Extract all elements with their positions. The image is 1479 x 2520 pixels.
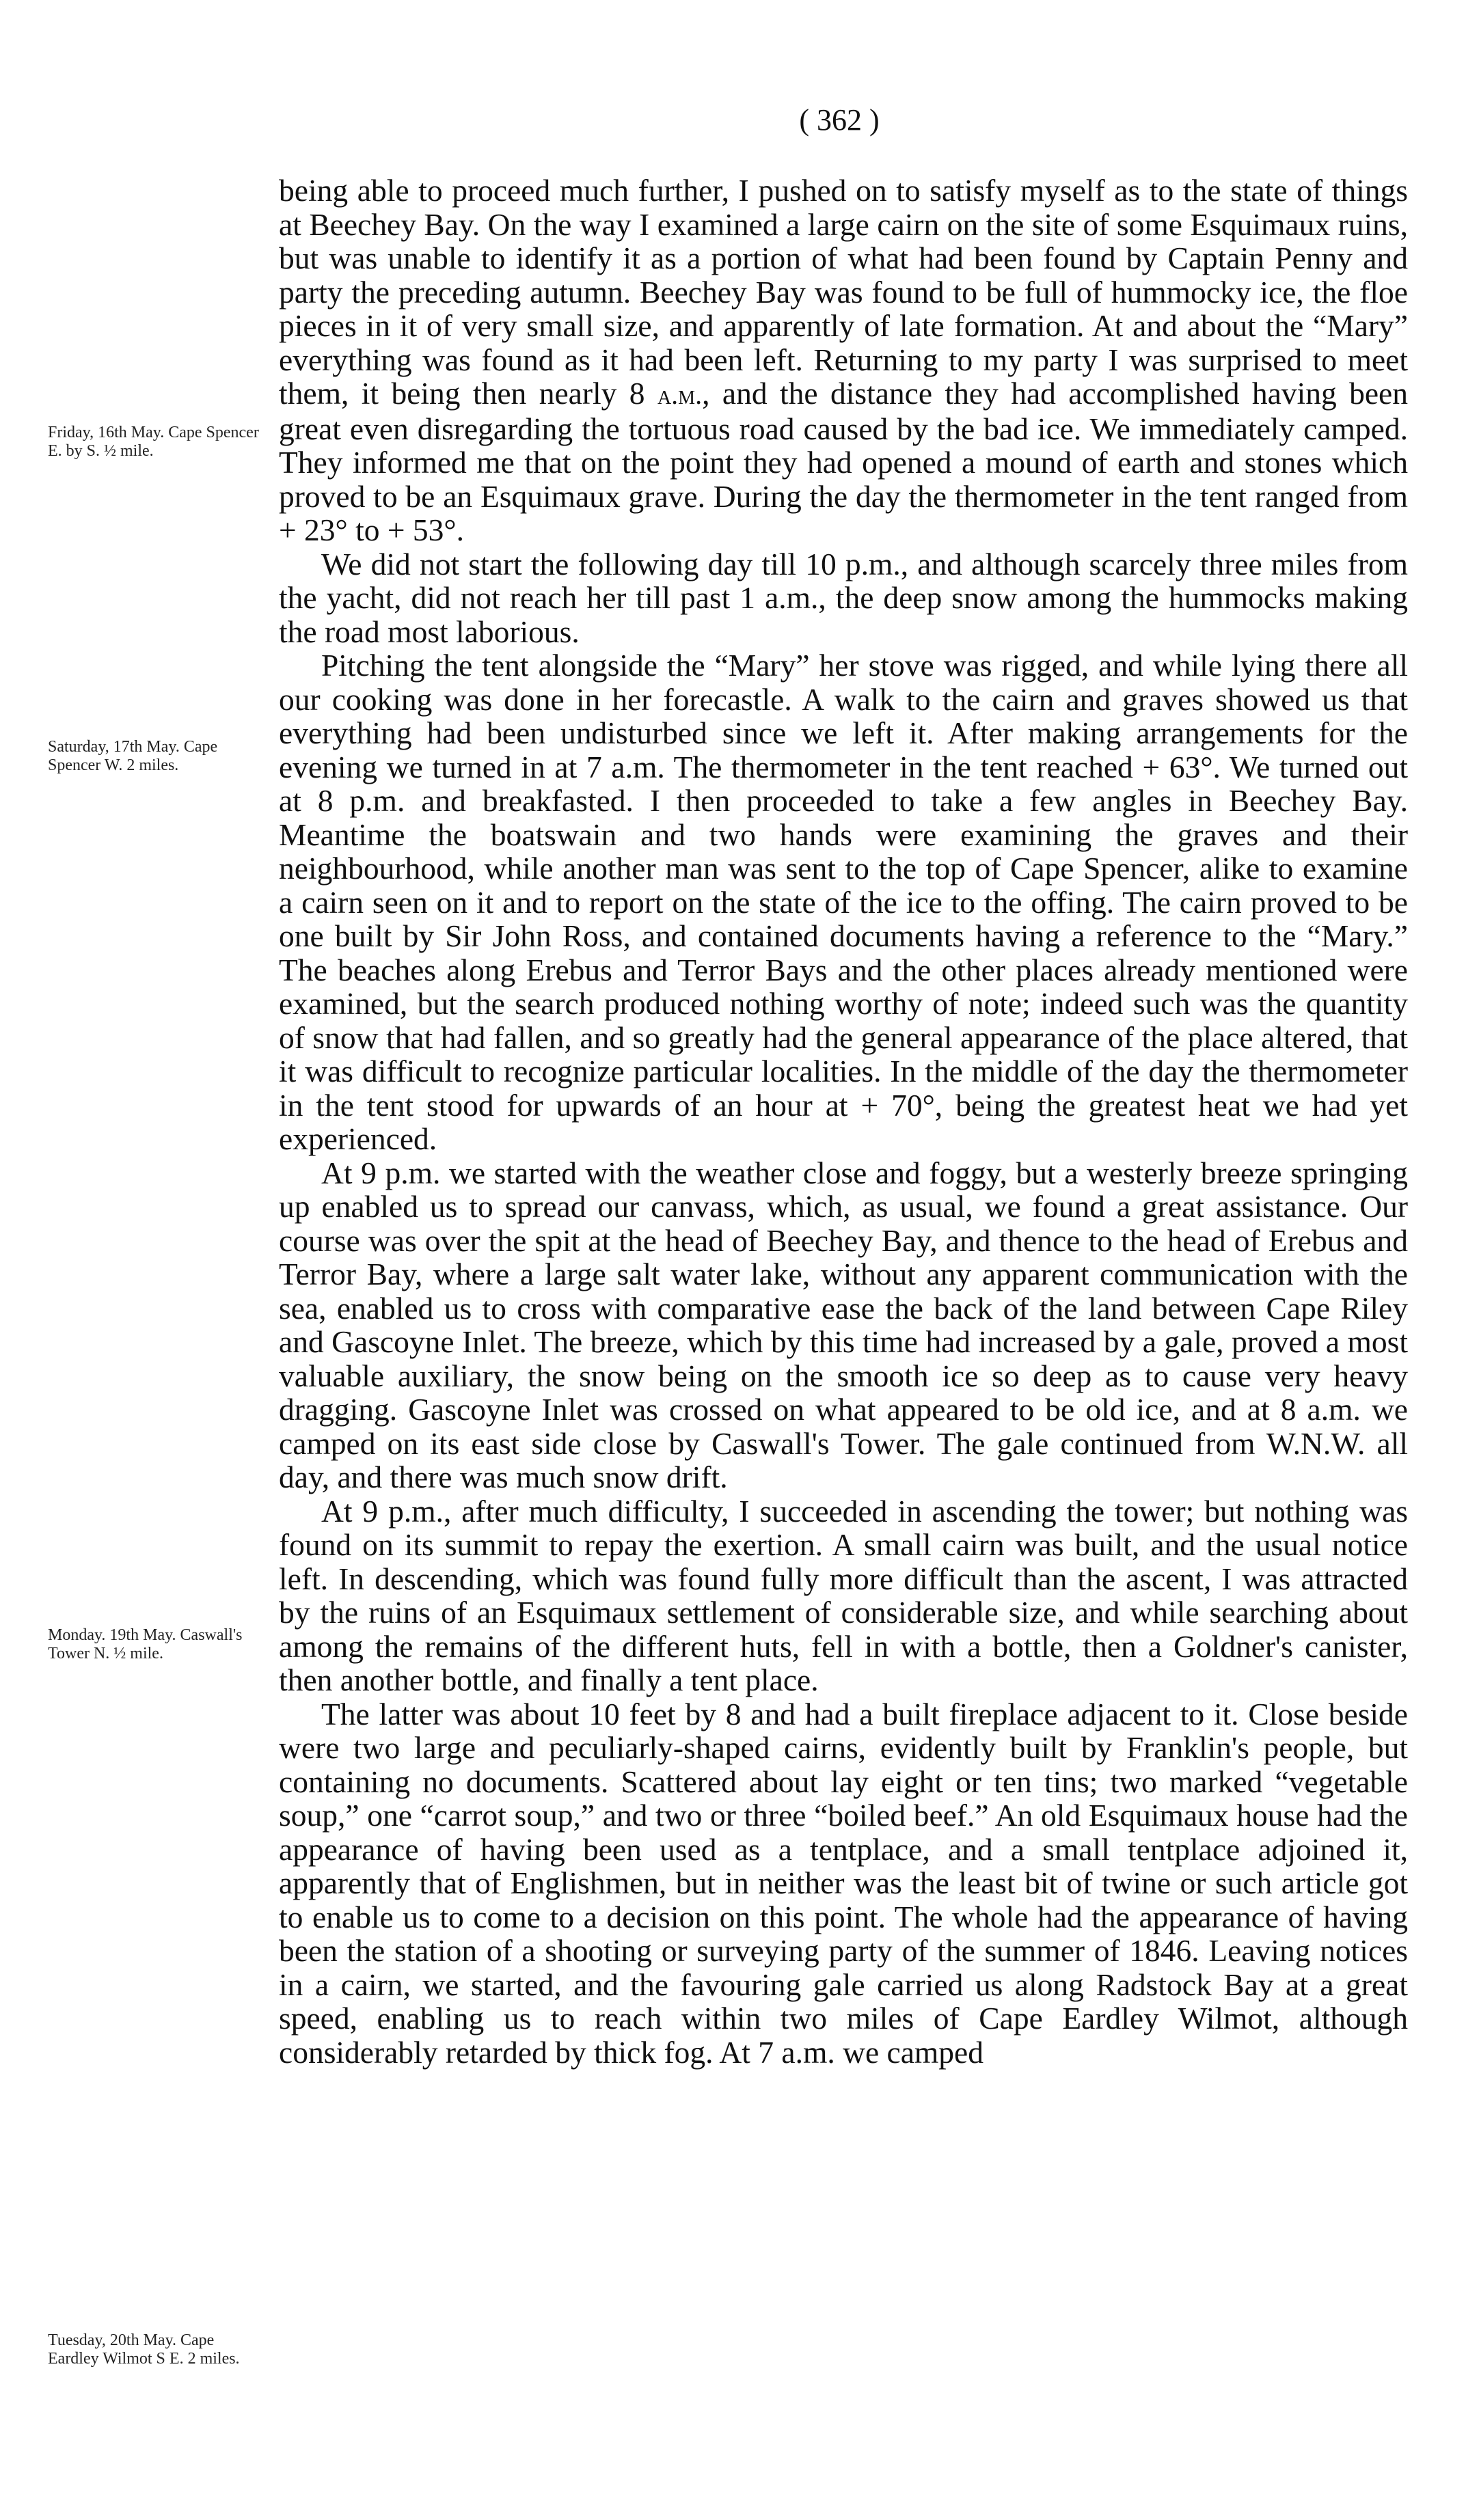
margin-note-friday: Friday, 16th May. Cape Spencer E. by S. ½ mile.: [48, 424, 259, 460]
paragraph-6: The latter was about 10 feet by 8 and had a built fireplace adjacent to it. Close beside were two large and peculiarly-shaped cairns, evidently built by Franklin's people, but containing no documents. Scattered about lay eight or ten tins; two marked “vegetable soup,” one “carrot soup,” and two or three “boiled beef.” An old Esquimaux house had the appearance of having been used as a tentplace, and a small tentplace adjoined it, apparently that of Englishmen, but in neither was the least bit of twine or such article got to enable us to come to a decision on this point. The whole had the appearance of having been the station of a shooting or surveying party of the summer of 1846. Leaving notices in a cairn, we started, and the favouring gale carried us along Radstock Bay at a great speed, enabling us to reach within two miles of Cape Eardley Wilmot, although considerably retarded by thick fog. At 7 a.m. we camped: [279, 1696, 1408, 2070]
margin-note-saturday: Saturday, 17th May. Cape Spencer W. 2 miles.: [48, 738, 218, 774]
paragraph-4: At 9 p.m. we started with the weather close and foggy, but a westerly breeze springing up enabled us to spread our canvass, which, as usual, we found a great assistance. Our course was over the spit at the head of Beechey Bay, and thence to the head of Erebus and Terror Bay, where a large salt water lake, without any apparent communication with the sea, enabled us to cross with comparative ease the back of the land between Cape Riley and Gascoyne Inlet. The breeze, which by this time had increased by a gale, proved a most valuable auxiliary, the snow being on the smooth ice so deep as to cause very heavy dragging. Gascoyne Inlet was crossed on what appeared to be old ice, and at 8 a.m. we camped on its east side close by Caswall's Tower. The gale continued from W.N.W. all day, and there was much snow drift.: [279, 1155, 1408, 1494]
paragraph-5: At 9 p.m., after much difficulty, I succeeded in ascending the tower; but nothing was found on its summit to repay the exertion. A small cairn was built, and the usual notice left. In descending, which was found fully more difficult than the ascent, I was attracted by the ruins of an Esquimaux settlement of considerable size, and while searching about among the remains of the different huts, fell in with a bottle, then a Goldner's canister, then another bottle, and finally a tent place.: [279, 1493, 1408, 1697]
paragraph-3: Pitching the tent alongside the “Mary” her stove was rigged, and while lying there all our cooking was done in her forecastle. A walk to the cairn and graves showed us that everything had been undisturbed since we left it. After making arrangements for the evening we turned in at 7 a.m. The thermometer in the tent reached + 63°. We turned out at 8 p.m. and breakfasted. I then proceeded to take a few angles in Beechey Bay. Meantime the boatswain and two hands were examining the graves and their neighbourhood, while another man was sent to the top of Cape Spencer, alike to examine a cairn seen on it and to report on the state of the ice to the offing. The cairn proved to be one built by Sir John Ross, and contained documents having a reference to the “Mary.” The beaches along Erebus and Terror Bays and the other places already mentioned were examined, but the search produced nothing worthy of note; indeed such was the quantity of snow that had fallen, and so greatly had the general appearance of the place altered, that it was difficult to recognize particular localities. In the middle of the day the thermometer in the tent stood for upwards of an hour at + 70°, being the greatest heat we had yet experienced.: [279, 648, 1408, 1156]
paragraph-1-part-a: being able to proceed much further, I pushed on to satisfy myself as to the state of things at Beechey Bay. On the way I examined a large cairn on the site of some Esquimaux ruins, but was unable to identify it as a portion of what had been found by Captain Penny and party the preceding autumn. Beechey Bay was found to be full of hummocky ice, the floe pieces in it of very small size, and apparently of late formation. At and about the “Mary” everything was found as it had been left. Returning to my party I was surprised to meet them, it being then nearly 8: [279, 173, 1408, 411]
paragraph-1-part-b: , and the distance they had accomplished having been great even disregarding the tortuous road caused by the bad ice. We immediately camped. They informed me that on the point they had opened a mound of earth and stones which proved to be an Esquimaux grave. During the day the thermometer in the tent ranged from + 23° to + 53°.: [279, 376, 1409, 547]
margin-note-tuesday: Tuesday, 20th May. Cape Eardley Wilmot S E. 2 miles.: [48, 2331, 240, 2368]
paragraph-1: [279, 174, 1408, 547]
margin-note-monday: Monday. 19th May. Caswall's Tower N. ½ mile.: [48, 1626, 243, 1662]
paragraph-2: We did not start the following day till 10 p.m., and although scarcely three miles from the yacht, did not reach her till past 1 a.m., the deep snow among the hummocks making the road most laborious.: [279, 546, 1408, 649]
page-header: ( 362 ): [799, 103, 880, 137]
paragraph-1-abbr: a.m.: [657, 379, 703, 410]
body-text: [279, 174, 1408, 2069]
